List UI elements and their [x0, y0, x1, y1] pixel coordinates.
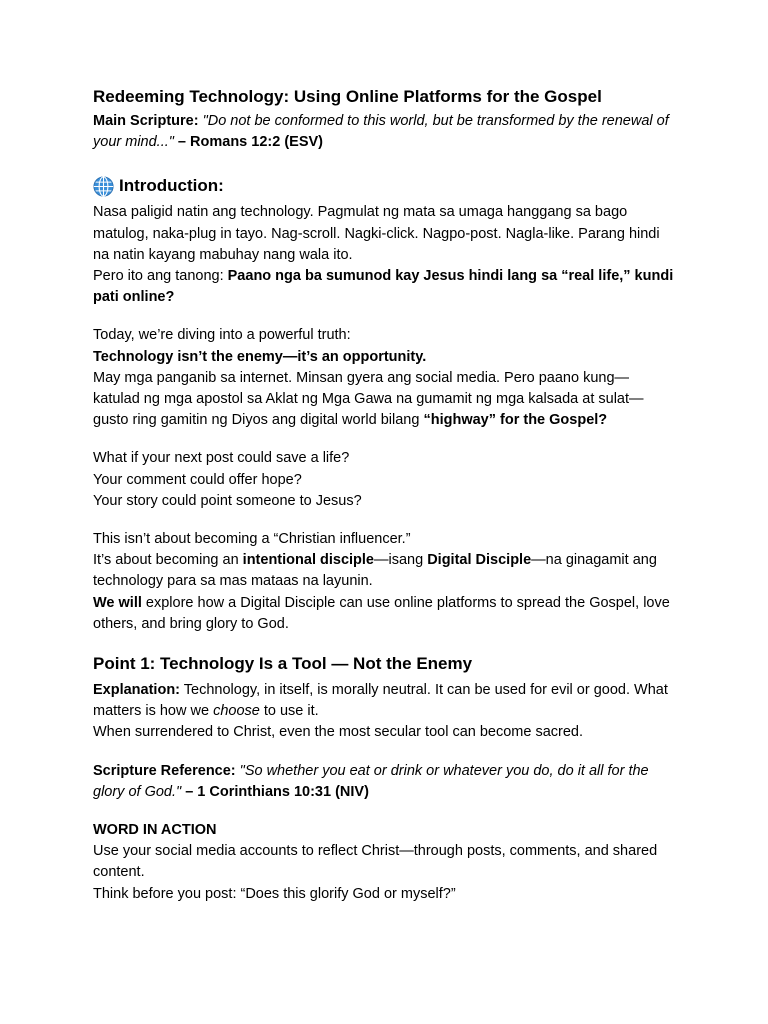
main-scripture-quote: "Do not be conformed to this world, but be transformed by the renewal of your mind..." [93, 113, 669, 151]
p7-d: Digital Disciple [427, 552, 532, 569]
intro-paragraph-2 [93, 266, 675, 308]
point-1-heading: Point 1: Technology Is a Tool — Not the Enemy [93, 654, 473, 674]
p8-text: explore how a Digital Disciple can use online platforms to spread the Gospel, love others, and bring glory to God. [93, 594, 670, 632]
intro-paragraph-3: Today, we’re diving into a powerful truth: [93, 327, 351, 344]
scripture-reference-ref: – 1 Corinthians 10:31 (NIV) [181, 783, 369, 800]
intro-paragraph-1: Nasa paligid natin ang technology. Pagmulat ng mata sa umaga hanggang sa bago matulog, naka-plug in tayo. Nag-scroll. Nagki-click. Nagpo-post. Nagla-like. Parang hindi na natin kayang mabuhay nang wala ito. [93, 204, 660, 263]
question-3: Your story could point someone to Jesus? [93, 492, 362, 509]
p7-a: It’s about becoming an [93, 552, 243, 569]
explanation-2: When surrendered to Christ, even the most secular tool can become sacred. [93, 724, 584, 741]
question-1: What if your next post could save a life? [93, 450, 350, 467]
intro-paragraph-4 [93, 347, 675, 368]
intro-paragraph-6: This isn’t about becoming a “Christian influencer.” [93, 531, 411, 548]
intro-paragraph-8 [93, 593, 675, 635]
word-in-action-1: Use your social media accounts to reflect Christ—through posts, comments, and shared content. [93, 843, 658, 881]
p7-b: intentional disciple [242, 552, 374, 569]
explanation [93, 680, 675, 722]
explanation-label: Explanation: [93, 682, 181, 699]
word-in-action-2: Think before you post: “Does this glorify God or myself?” [93, 885, 456, 902]
explanation-b: to use it. [259, 703, 319, 720]
p7-e: —na ginagamit ang technology para sa mas mataas na layunin. [93, 552, 657, 590]
globe-icon [93, 176, 114, 197]
word-in-action-label: WORD IN ACTION [93, 822, 217, 839]
scripture-reference-label: Scripture Reference: [93, 762, 236, 779]
intro-p5-bold: “highway” for the Gospel? [423, 412, 608, 429]
intro-heading-row [93, 175, 675, 197]
document-title: Redeeming Technology: Using Online Platforms for the Gospel [93, 87, 602, 106]
intro-paragraph-7 [93, 550, 675, 592]
question-2: Your comment could offer hope? [93, 471, 302, 488]
p8-bold: We will [93, 594, 142, 611]
scripture-reference-quote: "So whether you eat or drink or whatever you do, do it all for the glory of God." [93, 762, 649, 800]
intro-p5-text: May mga panganib sa internet. Minsan gyera ang social media. Pero paano kung—katulad ng mga apostol sa Aklat ng Mga Gawa na gumamit ng mga kalsada at sulat—gusto ring gamitin ng Diyos ang digital world bilang [93, 369, 644, 429]
intro-p4-bold: Technology isn’t the enemy—it’s an opportunity. [93, 348, 427, 365]
explanation-a: Technology, in itself, is morally neutral. It can be used for evil or good. What matters is how we [93, 682, 668, 720]
intro-p2-question: Paano nga ba sumunod kay Jesus hindi lang sa “real life,” kundi pati online? [93, 268, 674, 306]
main-scripture-ref: – Romans 12:2 (ESV) [173, 134, 323, 151]
main-scripture [93, 111, 675, 153]
scripture-reference [93, 761, 675, 803]
main-scripture-label: Main Scripture: [93, 113, 199, 129]
intro-heading: Introduction: [119, 176, 224, 196]
explanation-choose: choose [213, 703, 260, 720]
intro-p2-lead: Pero ito ang tanong: [93, 268, 228, 285]
word-in-action-heading [93, 820, 675, 841]
intro-paragraph-5 [93, 368, 675, 432]
p7-c: —isang [374, 552, 428, 569]
